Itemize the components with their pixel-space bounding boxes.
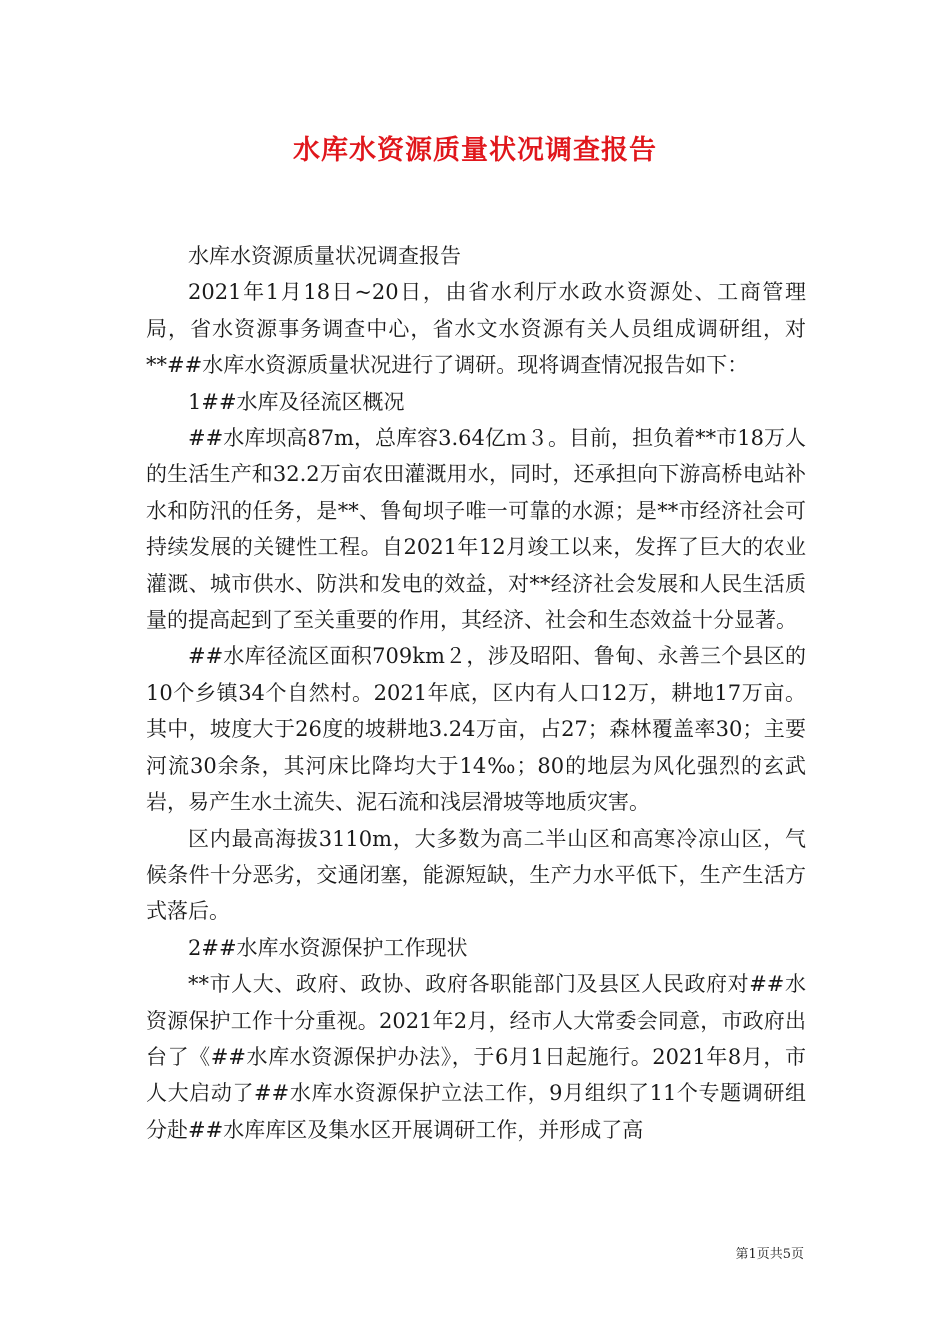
paragraph-reservoir-overview: ##水库坝高87m，总库容3.64亿ｍ３。目前，担负着**市18万人的生活生产和32.2万亩农田灌溉用水，同时，还承担向下游高桥电站补水和防汛的任务，是**、鲁甸坝子唯一可靠的水源；是**市经济社会可持续发展的关键性工程。自2021年12月竣工以来，发挥了巨大的农业灌溉、城市供水、防洪和发电的效益，对**经济社会发展和人民生活质量的提高起到了至关重要的作用，其经济、社会和生态效益十分显著。 <box>146 426 806 633</box>
paragraph-runoff-area: ##水库径流区面积709km２，涉及昭阳、鲁甸、永善三个县区的10个乡镇34个自然村。2021年底，区内有人口12万，耕地17万亩。其中，坡度大于26度的坡耕地3.24万亩，占27；森林覆盖率30；主要河流30余条，其河床比降均大于14‰；80的地层为风化强烈的玄武岩，易产生水土流失、泥石流和浅层滑坡等地质灾害。 <box>146 644 806 815</box>
document-title: 水库水资源质量状况调查报告 <box>293 135 657 166</box>
section-heading-1: 1##水库及径流区概况 <box>188 389 405 414</box>
section-heading-2: 2##水库水资源保护工作现状 <box>188 935 468 960</box>
paragraph-protection-status: **市人大、政府、政协、政府各职能部门及县区人民政府对##水资源保护工作十分重视。2021年2月，经市人大常委会同意，市政府出台了《##水库水资源保护办法》，于6月1日起施行。2021年8月，市人大启动了##水库水资源保护立法工作，9月组织了11个专题调研组分赴##水库库区及集水区开展调研工作，并形成了高 <box>146 972 806 1142</box>
document-body <box>146 238 806 1148</box>
paragraph-altitude: 区内最高海拔3110m，大多数为高二半山区和高寒冷凉山区，气候条件十分恶劣，交通闭塞，能源短缺，生产力水平低下，生产生活方式落后。 <box>146 826 806 924</box>
paragraph-intro: 2021年1月18日~20日，由省水利厅水政水资源处、工商管理局，省水资源事务调查中心，省水文水资源有关人员组成调研组，对**##水库水资源质量状况进行了调研。现将调查情况报告如下： <box>146 280 806 378</box>
paragraph-heading-repeat: 水库水资源质量状况调查报告 <box>188 244 461 268</box>
page-number: 第1页共5页 <box>735 1247 804 1262</box>
